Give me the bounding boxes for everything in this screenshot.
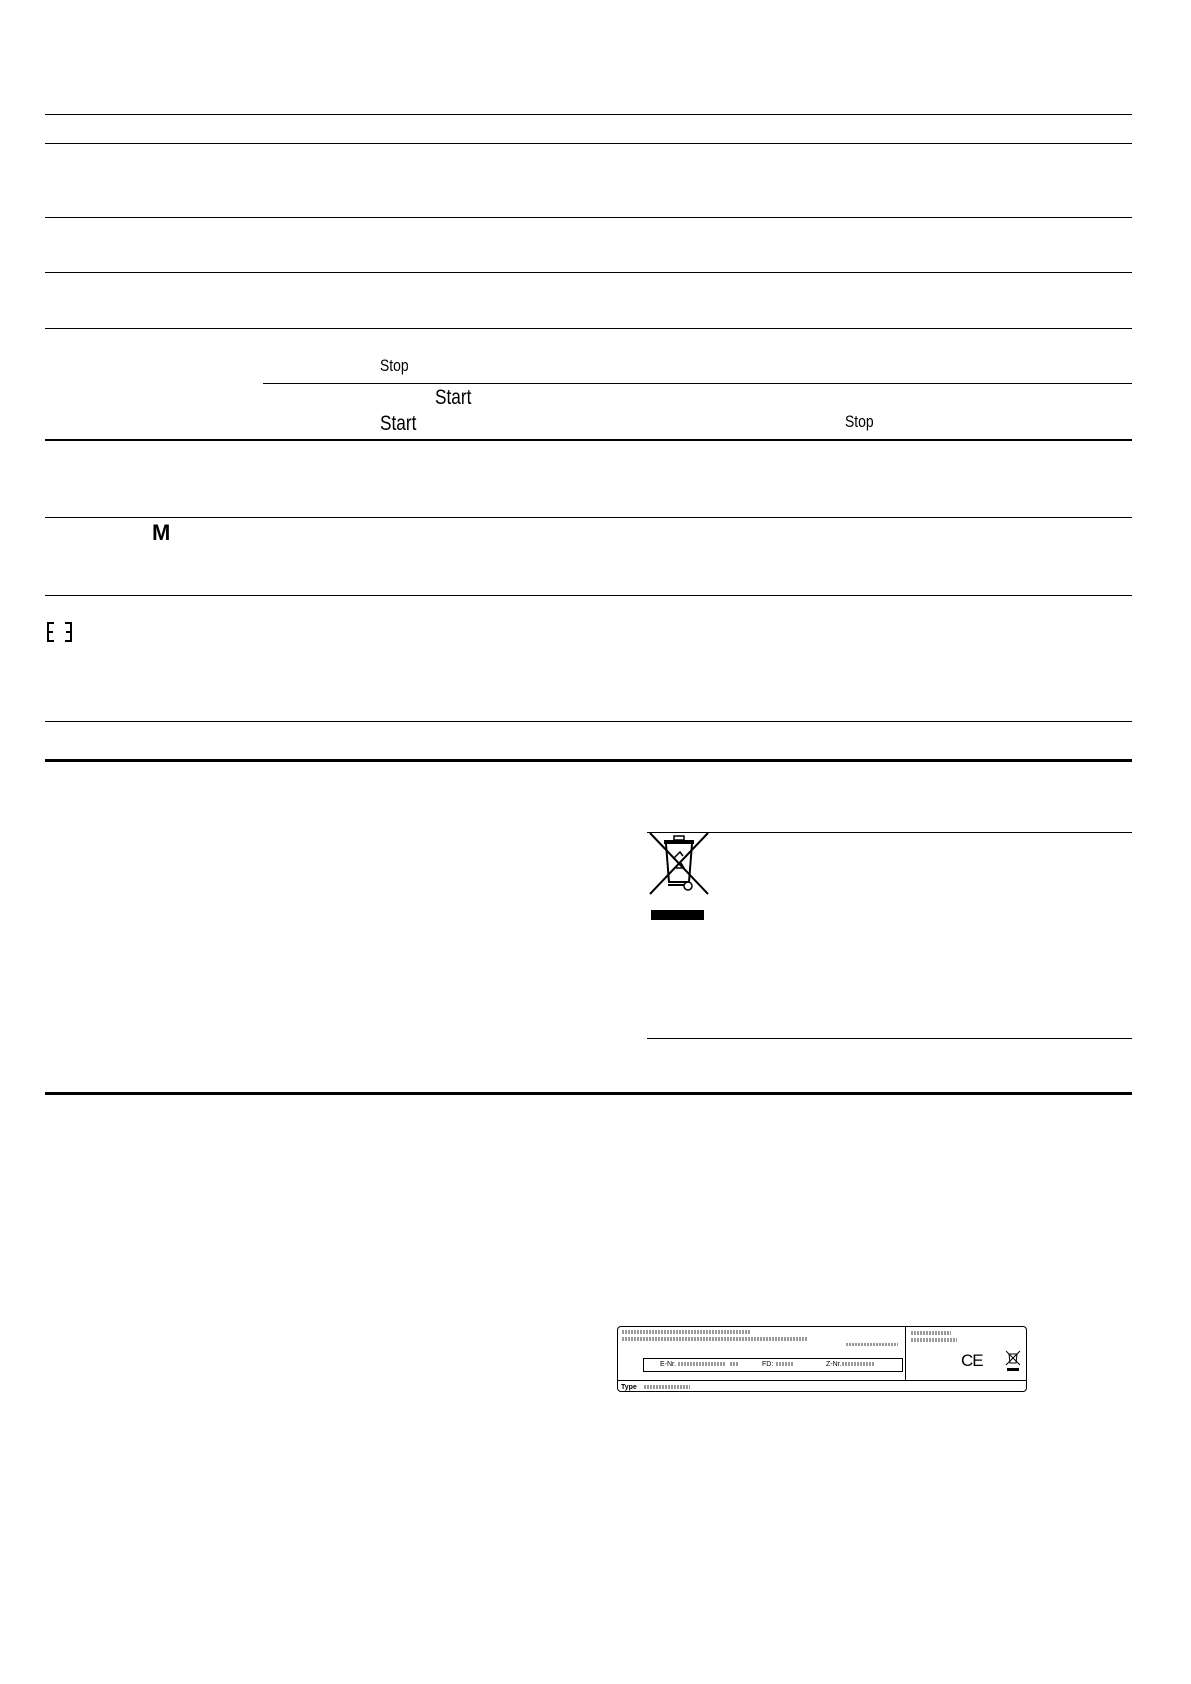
e3-display-icon xyxy=(46,621,76,643)
start-label: Start xyxy=(380,412,417,435)
crossed-out-bin-icon xyxy=(647,830,711,922)
disposal-top-rule xyxy=(647,832,1132,833)
section-divider xyxy=(45,759,1132,762)
rating-plate xyxy=(617,1326,1027,1392)
redacted-text xyxy=(622,1330,750,1334)
table-row-divider xyxy=(45,328,1132,329)
table-top-rule xyxy=(45,114,1132,115)
type-label: Type xyxy=(621,1384,637,1391)
table-row-divider xyxy=(45,517,1132,518)
section-divider xyxy=(45,1092,1132,1095)
redacted-text xyxy=(776,1362,794,1366)
redacted-text xyxy=(911,1331,951,1335)
plate-number-box xyxy=(643,1358,903,1372)
stop-label: Stop xyxy=(380,356,409,375)
redacted-text xyxy=(644,1385,690,1389)
table-header-rule xyxy=(45,143,1132,144)
table-row-divider xyxy=(45,439,1132,441)
table-subrow-divider xyxy=(263,383,1132,384)
ce-mark: CE xyxy=(961,1351,983,1370)
crossed-out-bin-icon xyxy=(1005,1350,1021,1372)
enr-label: E-Nr. xyxy=(660,1361,676,1368)
redacted-text xyxy=(622,1337,808,1341)
table-row-divider xyxy=(45,217,1132,218)
stop-label: Stop xyxy=(845,412,874,431)
plate-divider xyxy=(618,1380,1026,1381)
table-row-divider xyxy=(45,721,1132,722)
table-row-divider xyxy=(45,272,1132,273)
redacted-text xyxy=(842,1362,874,1366)
fd-label: FD: xyxy=(762,1361,774,1368)
table-row-divider xyxy=(45,595,1132,596)
znr-label: Z-Nr. xyxy=(826,1361,842,1368)
m-symbol: M xyxy=(152,520,171,545)
redacted-text xyxy=(911,1338,957,1342)
start-label: Start xyxy=(435,386,472,409)
plate-divider xyxy=(905,1327,906,1381)
disposal-bottom-rule xyxy=(647,1038,1132,1039)
redacted-text xyxy=(730,1362,739,1366)
redacted-text xyxy=(678,1362,726,1366)
redacted-text xyxy=(846,1343,898,1346)
